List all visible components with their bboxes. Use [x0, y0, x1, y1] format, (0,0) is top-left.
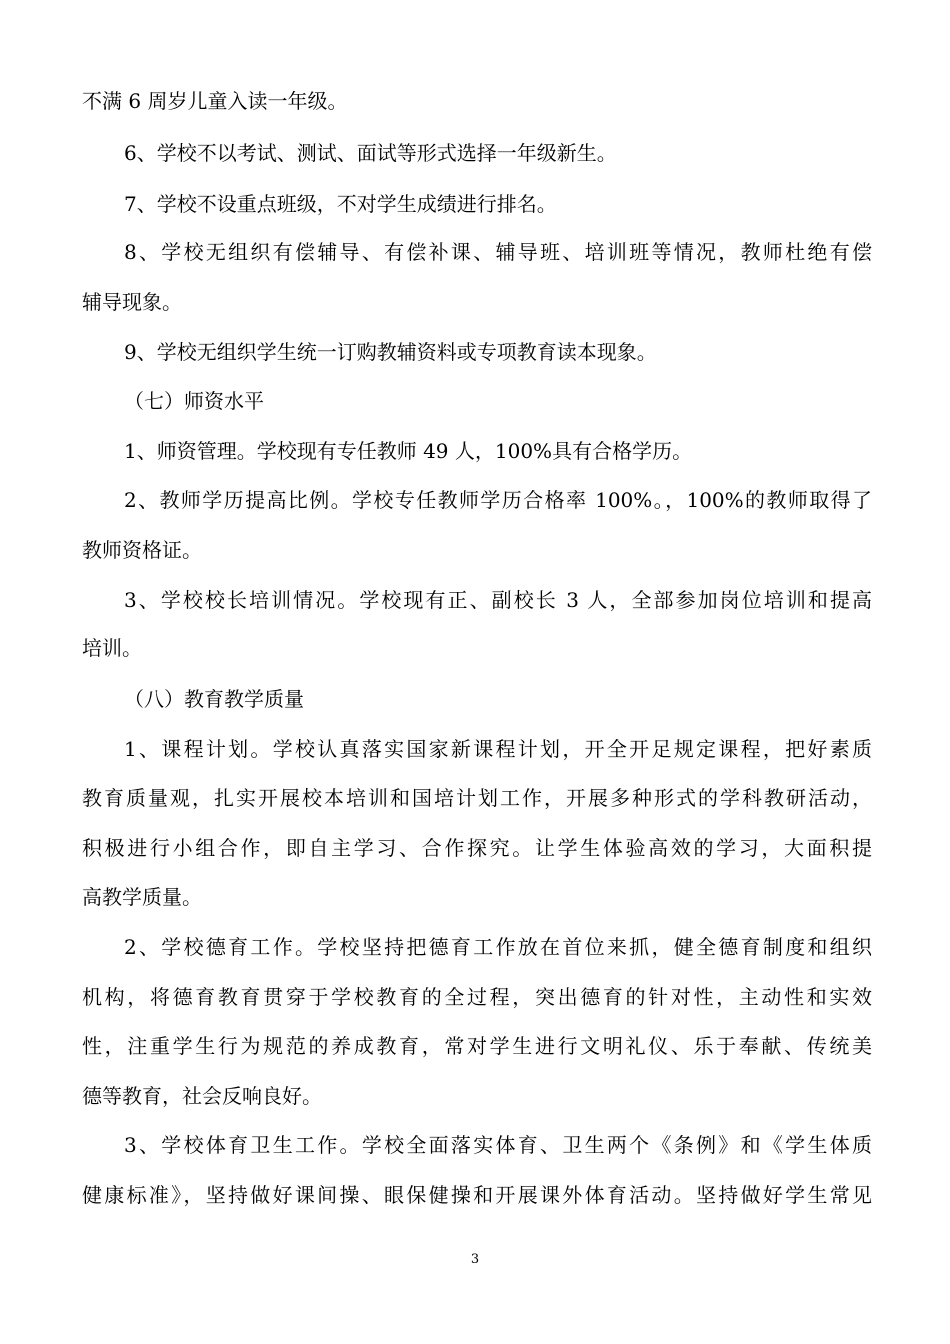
text-line: 3、学校体育卫生工作。学校全面落实体育、卫生两个《条例》和《学生体质: [124, 1133, 872, 1157]
text-line: 2、学校德育工作。学校坚持把德育工作放在首位来抓，健全德育制度和组织: [124, 935, 872, 959]
text-line: 积极进行小组合作，即自主学习、合作探究。让学生体验高效的学习，大面积提: [82, 836, 872, 860]
text-line: 6、学校不以考试、测试、面试等形式选择一年级新生。: [124, 141, 617, 165]
text-line: 1、师资管理。学校现有专任教师 49 人，100%具有合格学历。: [124, 439, 693, 463]
text-line: 德等教育，社会反响良好。: [82, 1084, 322, 1108]
text-line: 9、学校无组织学生统一订购教辅资料或专项教育读本现象。: [124, 340, 657, 364]
text-line: 教育质量观，扎实开展校本培训和国培计划工作，开展多种形式的学科教研活动，: [82, 786, 872, 810]
text-line: 7、学校不设重点班级，不对学生成绩进行排名。: [124, 192, 557, 216]
text-line: 2、教师学历提高比例。学校专任教师学历合格率 100%。，100%的教师取得了: [124, 488, 872, 512]
section-heading: （七）师资水平: [124, 389, 264, 413]
text-line: 高教学质量。: [82, 885, 202, 909]
text-line: 培训。: [82, 636, 142, 660]
text-line: 性，注重学生行为规范的养成教育，常对学生进行文明礼仪、乐于奉献、传统美: [82, 1034, 872, 1058]
text-line: 教师资格证。: [82, 538, 202, 562]
text-line: 健康标准》，坚持做好课间操、眼保健操和开展课外体育活动。坚持做好学生常见: [82, 1183, 872, 1207]
text-line: 8、学校无组织有偿辅导、有偿补课、辅导班、培训班等情况，教师杜绝有偿: [124, 240, 872, 264]
text-line: 3、学校校长培训情况。学校现有正、副校长 3 人，全部参加岗位培训和提高: [124, 588, 872, 612]
text-line: 不满 6 周岁儿童入读一年级。: [82, 89, 348, 113]
section-heading: （八）教育教学质量: [124, 687, 304, 711]
text-line: 1、课程计划。学校认真落实国家新课程计划，开全开足规定课程，把好素质: [124, 737, 872, 761]
page-number: 3: [470, 1252, 480, 1267]
text-line: 机构，将德育教育贯穿于学校教育的全过程，突出德育的针对性，主动性和实效: [82, 985, 872, 1009]
text-line: 辅导现象。: [82, 290, 182, 314]
